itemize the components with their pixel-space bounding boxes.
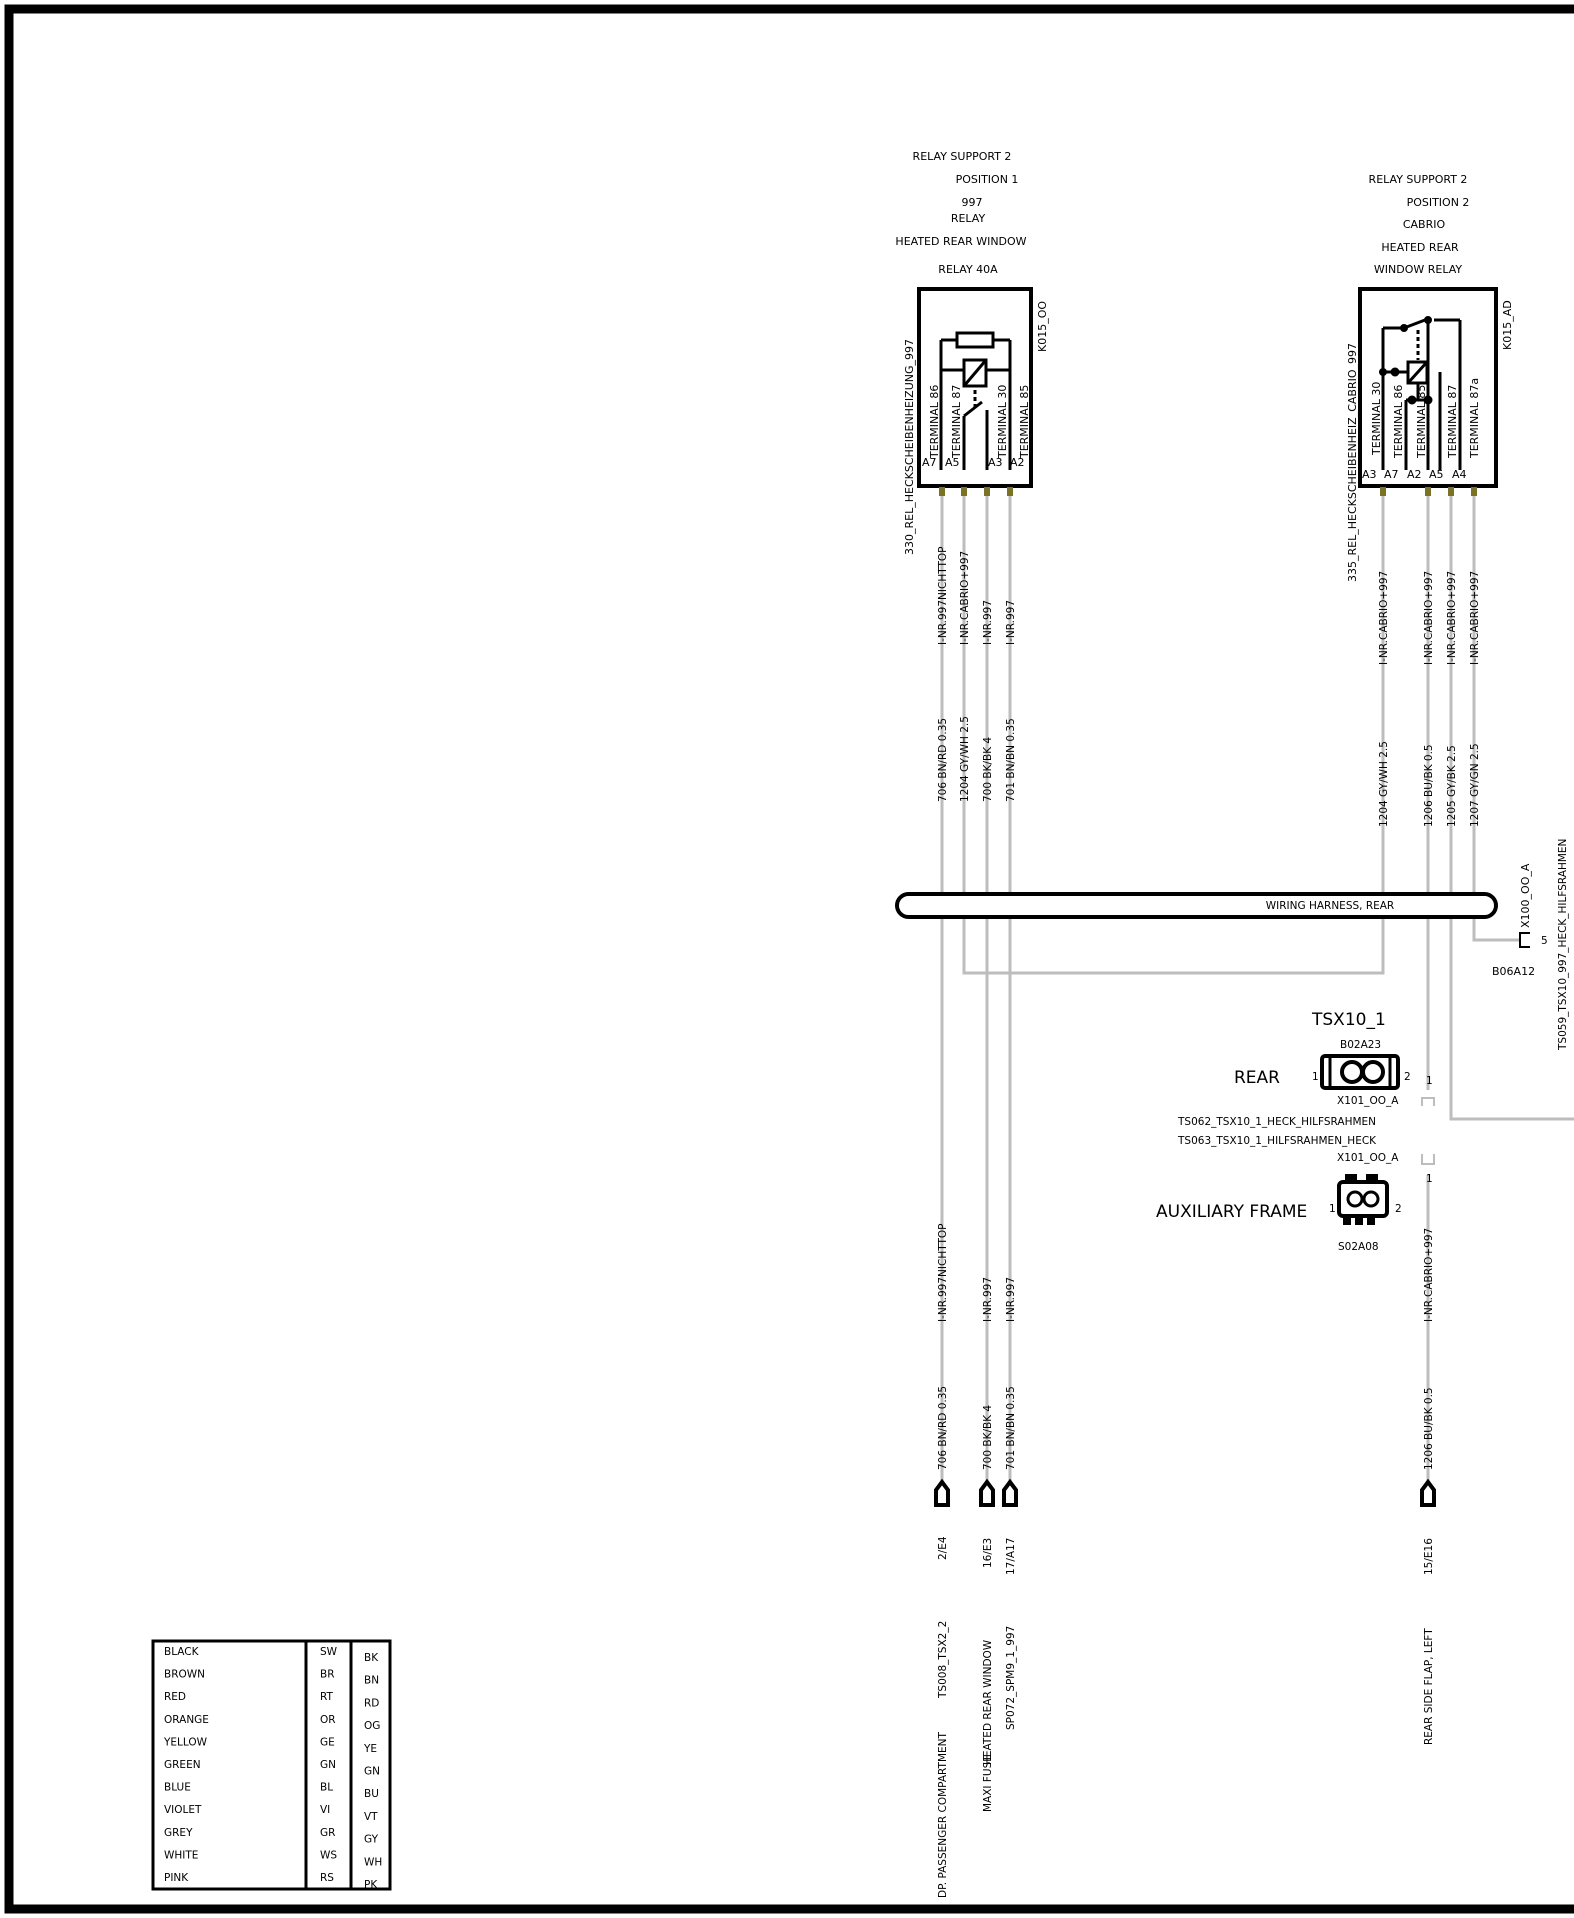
- relay-2-title-line: POSITION 2: [1406, 196, 1470, 209]
- destination-ref: 15/E16: [1423, 1538, 1435, 1575]
- wire-code-label: I-NR.CABRIO+997: [959, 550, 971, 645]
- relay-1-pin[interactable]: [939, 487, 945, 496]
- tsx-bottom-connector: X101_OO_A: [1337, 1152, 1399, 1164]
- ts062-label: TS062_TSX10_1_HECK_HILFSRAHMEN: [1178, 1116, 1377, 1128]
- relay-2-pin[interactable]: [1448, 487, 1454, 496]
- tsx-bottom-pin-left: 1: [1329, 1203, 1336, 1215]
- legend-color-name: RED: [164, 1691, 187, 1704]
- tsx-top-connector-pin: 1: [1426, 1075, 1433, 1087]
- relay-1-id: K015_OO: [1036, 300, 1049, 352]
- legend-color-de: SW: [320, 1646, 338, 1658]
- tsx-top-location: B02A23: [1340, 1039, 1382, 1051]
- x100-side-label: TS059_TSX10_997_HECK_HILFSRAHMEN: [1557, 838, 1569, 1050]
- legend-color-name: BLACK: [164, 1646, 199, 1658]
- arrow-end-16-e3[interactable]: [981, 1482, 993, 1505]
- wire-spec-label: 1204 GY/WH 2.5: [959, 716, 971, 802]
- x100-connector[interactable]: [1492, 839, 1569, 1051]
- harness-label: WIRING HARNESS, REAR: [1265, 900, 1395, 912]
- relay-1-pin[interactable]: [984, 487, 990, 496]
- wire-spec-label: 700 BK/BK 4: [982, 736, 994, 802]
- wire-code-label: I-NR.997: [982, 599, 994, 645]
- legend-color-en: OG: [364, 1720, 381, 1733]
- relay-2-terminal: TERMINAL 87a: [1468, 377, 1481, 458]
- tsx-bottom-connector-mark: [1422, 1154, 1434, 1164]
- tsx-title: TSX10_1: [1312, 1010, 1386, 1030]
- legend-color-de: OR: [320, 1713, 336, 1726]
- relay-1-pin-label: A7: [922, 456, 937, 469]
- x100-id: X100_OO_A: [1519, 863, 1532, 928]
- relay-2-pin[interactable]: [1425, 487, 1431, 496]
- destination-labels: [937, 1536, 1435, 1898]
- legend-color-en: GN: [364, 1765, 380, 1778]
- relay-2-pin-label: A4: [1452, 468, 1467, 481]
- relay-1-title-line: HEATED REAR WINDOW: [895, 235, 1027, 248]
- legend-color-name: BROWN: [164, 1668, 206, 1681]
- tsx-top-pin-left: 1: [1312, 1071, 1319, 1083]
- relay-2-terminal: TERMINAL 87: [1446, 384, 1459, 458]
- wiring-harness-rear[interactable]: [897, 894, 1496, 917]
- wire-code-label: I-NR.997NICHTTOP: [937, 546, 949, 645]
- relay-2-terminal: TERMINAL 85: [1415, 384, 1428, 458]
- relay-2-terminal: TERMINAL 30: [1370, 381, 1383, 455]
- tsx-rear-label: REAR: [1234, 1068, 1280, 1088]
- wire-end-arrows: [936, 1482, 1434, 1505]
- relay-1-terminal: TERMINAL 87: [950, 384, 963, 458]
- relay-2-title-line: WINDOW RELAY: [1373, 263, 1463, 276]
- sheet-frame: [9, 9, 1574, 1909]
- relay-1-pin-label: A5: [945, 456, 960, 469]
- relay-1-title-line: POSITION 1: [955, 173, 1019, 186]
- tsx-top-connector-mark: [1422, 1098, 1434, 1106]
- upper-wire-labels: [937, 547, 1481, 827]
- tsx-bottom-connector-pin: 1: [1426, 1173, 1433, 1185]
- relay-1-pin[interactable]: [1007, 487, 1013, 496]
- relay-1-terminal: TERMINAL 86: [928, 384, 941, 458]
- tsx10-1[interactable]: [1156, 1010, 1434, 1253]
- tsx-bottom-pin-right: 2: [1395, 1203, 1402, 1215]
- wire-spec-label: 700 BK/BK 4: [982, 1404, 994, 1470]
- relay-1-pin-label: A2: [1010, 456, 1025, 469]
- ts063-label: TS063_TSX10_1_HILFSRAHMEN_HECK: [1178, 1135, 1377, 1147]
- relay-1-pin[interactable]: [961, 487, 967, 496]
- arrow-end-17-a17[interactable]: [1004, 1482, 1016, 1505]
- relay-2-side-label: 335_REL_HECKSCHEIBENHEIZ_CABRIO_997: [1346, 343, 1359, 582]
- legend-color-de: BL: [320, 1781, 334, 1794]
- legend-color-en: BU: [364, 1788, 379, 1801]
- wire-spec-label: 1206 BU/BK 0.5: [1423, 1387, 1435, 1470]
- relay-1[interactable]: [895, 150, 1049, 555]
- legend-color-en: VT: [364, 1810, 378, 1823]
- relay-2-pin-label: A3: [1362, 468, 1377, 481]
- x100-pin: 5: [1541, 935, 1548, 947]
- relay-2-terminal: TERMINAL 86: [1392, 384, 1405, 458]
- legend-color-en: RD: [364, 1697, 380, 1710]
- relay-2-title-line: HEATED REAR: [1381, 241, 1459, 254]
- wire-spec-label: 1207 GY/GN 2.5: [1469, 743, 1481, 827]
- wire-spec-label: 706 BN/RD 0.35: [937, 1385, 949, 1470]
- relay-1-pin-label: A3: [988, 456, 1003, 469]
- relay-1-title-line: RELAY: [950, 212, 986, 225]
- legend-color-de: GE: [320, 1736, 335, 1749]
- legend-color-de: GR: [320, 1826, 336, 1839]
- wire-code-label: I-NR.997: [982, 1276, 994, 1322]
- legend-color-de: WS: [320, 1849, 338, 1862]
- legend-color-de: VI: [320, 1804, 331, 1817]
- legend-color-name: BLUE: [164, 1781, 191, 1794]
- wire-code-label: I-NR.CABRIO+997: [1469, 570, 1481, 665]
- tsx-top-pin-right: 2: [1404, 1071, 1411, 1083]
- destination-line: REAR SIDE FLAP, LEFT: [1423, 1628, 1435, 1745]
- relay-2-pin[interactable]: [1380, 487, 1386, 496]
- relay-2-title-line: RELAY SUPPORT 2: [1368, 173, 1468, 186]
- legend-color-en: BN: [364, 1674, 380, 1687]
- legend-color-en: WH: [364, 1856, 383, 1869]
- legend-color-name: YELLOW: [164, 1736, 208, 1749]
- wire-code-label: I-NR.CABRIO+997: [1378, 570, 1390, 665]
- relay-2-title-line: CABRIO: [1402, 218, 1446, 231]
- legend-color-name: GREY: [164, 1826, 193, 1839]
- legend-color-name: VIOLET: [164, 1804, 202, 1817]
- wire-code-label: I-NR.CABRIO+997: [1423, 570, 1435, 665]
- arrow-end-2-e4[interactable]: [936, 1482, 948, 1505]
- lower-wire-labels: [937, 1224, 1435, 1470]
- wire-spec-label: 706 BN/RD 0.35: [937, 717, 949, 802]
- relay-1-title-line: RELAY SUPPORT 2: [912, 150, 1012, 163]
- tsx-bottom-connector-icon: [1339, 1174, 1387, 1225]
- x100-location: B06A12: [1492, 965, 1536, 978]
- arrow-end-15-e16[interactable]: [1422, 1482, 1434, 1505]
- relay-2-pin-label: A7: [1384, 468, 1399, 481]
- relay-1-title-line: RELAY 40A: [938, 263, 998, 276]
- tsx-aux-label: AUXILIARY FRAME: [1156, 1202, 1308, 1222]
- relay-1-side-label: 330_REL_HECKSCHEIBENHEIZUNG_997: [903, 339, 916, 555]
- tsx-top-connector-icon: [1322, 1056, 1398, 1088]
- legend-color-de: RT: [320, 1691, 333, 1704]
- legend-color-en: BK: [364, 1652, 379, 1664]
- wire-code-label: I-NR.997: [1005, 599, 1017, 645]
- wire-1207[interactable]: [1474, 496, 1520, 940]
- wire-code-label: I-NR.CABRIO+997: [1446, 570, 1458, 665]
- wire-code-label: I-NR.997NICHTTOP: [937, 1223, 949, 1322]
- legend-color-de: GN: [320, 1759, 336, 1771]
- legend-color-en: PK: [364, 1879, 378, 1891]
- destination-line: HEATED REAR WINDOW: [982, 1639, 994, 1765]
- wire-spec-label: 1205 GY/BK 2.5: [1446, 745, 1458, 827]
- destination-line: TS008_TSX2_2: [937, 1620, 949, 1698]
- tsx-top-connector: X101_OO_A: [1337, 1095, 1399, 1107]
- destination-ref: 2/E4: [937, 1536, 949, 1560]
- legend-color-de: RS: [320, 1872, 334, 1884]
- legend-color-name: PINK: [164, 1872, 189, 1884]
- legend-color-de: BR: [320, 1668, 335, 1681]
- relay-2-pin[interactable]: [1471, 487, 1477, 496]
- relay-2[interactable]: [1346, 173, 1514, 582]
- wire-spec-label: 1206 BU/BK 0.5: [1423, 744, 1435, 827]
- legend-color-en: GY: [364, 1833, 379, 1846]
- destination-line: MAXI FUSE: [982, 1755, 994, 1812]
- wire-spec-label: 1204 GY/WH 2.5: [1378, 741, 1390, 827]
- legend-color-en: YE: [364, 1742, 378, 1755]
- destination-ref: 17/A17: [1005, 1537, 1017, 1575]
- relay-2-pin-label: A2: [1407, 468, 1422, 481]
- destination-ref: 16/E3: [982, 1537, 994, 1568]
- wire-spec-label: 701 BN/BN 0.35: [1005, 1386, 1017, 1470]
- relay-2-pin-label: A5: [1429, 468, 1444, 481]
- legend-color-name: GREEN: [164, 1759, 201, 1771]
- legend-color-name: ORANGE: [164, 1713, 209, 1726]
- legend-color-name: WHITE: [164, 1849, 199, 1862]
- destination-line: DP. PASSENGER COMPARTMENT: [937, 1732, 949, 1898]
- relay-1-terminal: TERMINAL 30: [996, 384, 1009, 458]
- color-legend: [153, 1641, 390, 1891]
- destination-line: SP072_SPM9_1_997: [1005, 1625, 1017, 1730]
- relay-1-terminal: TERMINAL 85: [1018, 384, 1031, 458]
- relay-1-title-line: 997: [961, 196, 983, 209]
- wire-code-label: I-NR.CABRIO+997: [1423, 1227, 1435, 1322]
- wire-code-label: I-NR.997: [1005, 1276, 1017, 1322]
- tsx-bottom-location: S02A08: [1338, 1241, 1379, 1253]
- relay-2-id: K015_AD: [1501, 300, 1514, 350]
- wire-spec-label: 701 BN/BN 0.35: [1005, 718, 1017, 802]
